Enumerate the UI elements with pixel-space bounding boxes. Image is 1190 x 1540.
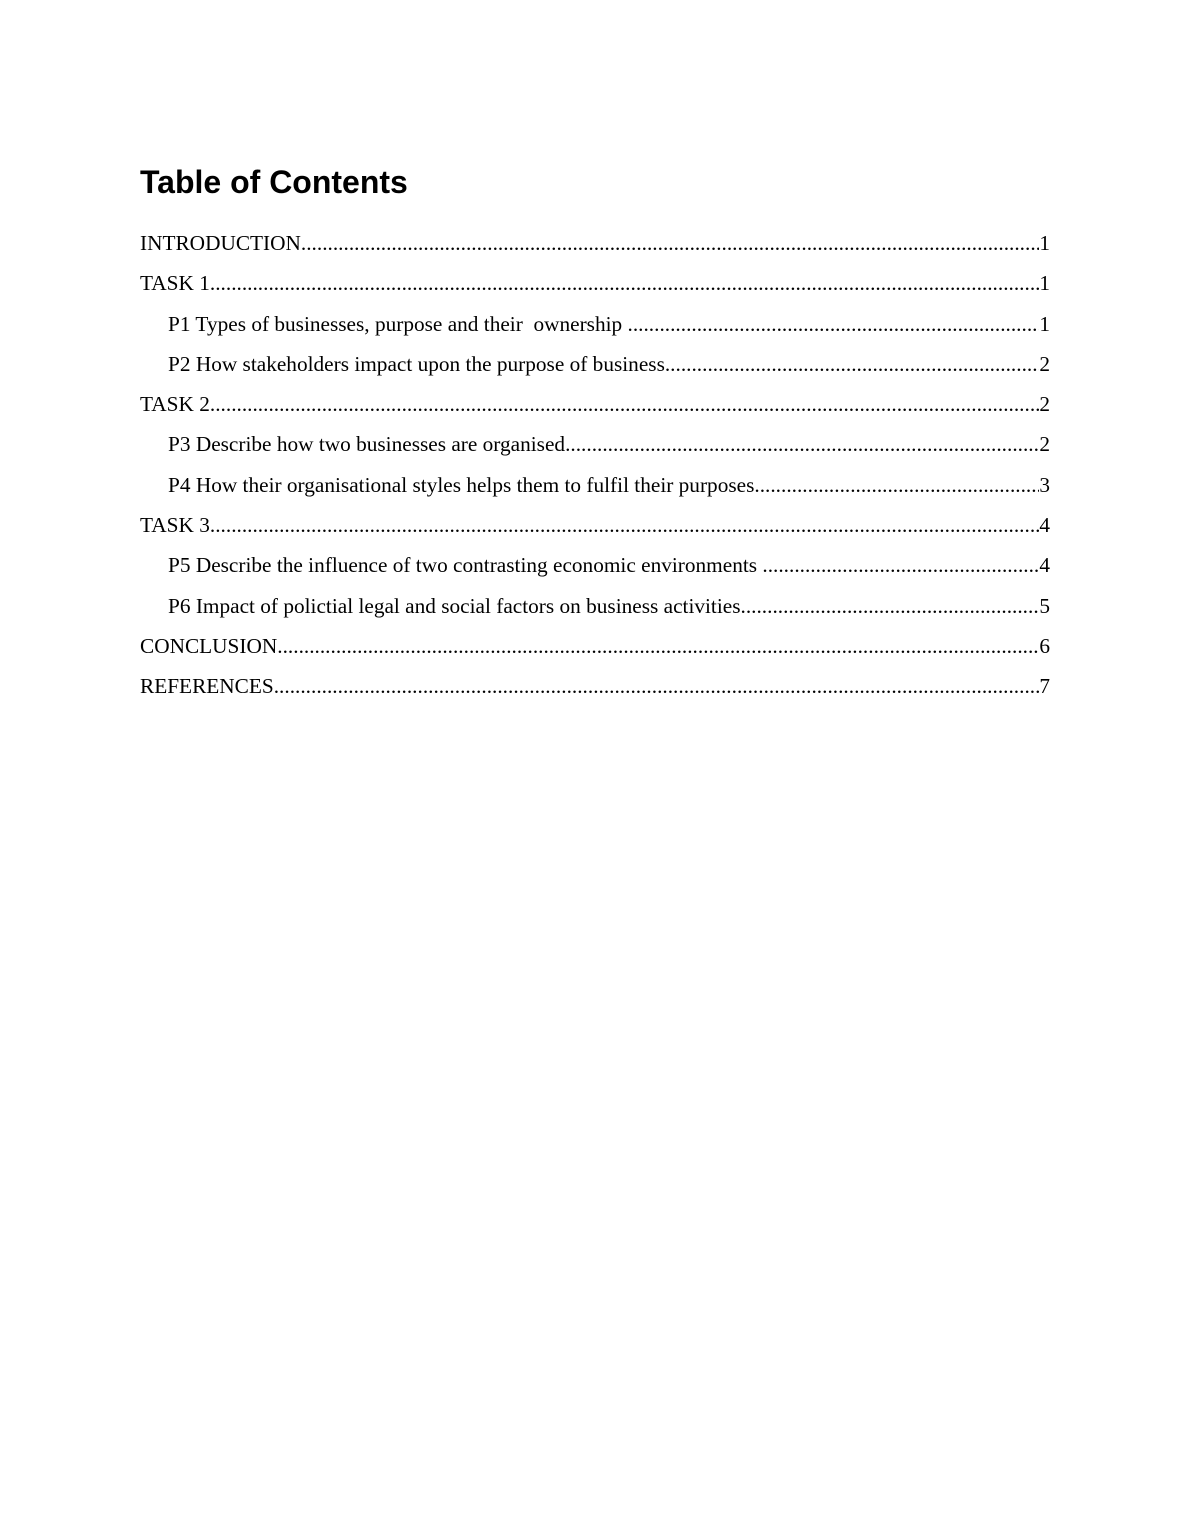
toc-page-number: 4 bbox=[1039, 513, 1050, 538]
toc-leader-dots bbox=[274, 670, 1040, 702]
toc-entry-p3[interactable] bbox=[140, 428, 1050, 468]
toc-page-number: 1 bbox=[1039, 311, 1050, 336]
toc-page-number: 1 bbox=[1039, 271, 1050, 296]
toc-leader-dots bbox=[210, 267, 1039, 299]
toc-page-number: 6 bbox=[1039, 633, 1050, 658]
toc-entry-text: P5 Describe the influence of two contrasting economic environments bbox=[168, 553, 763, 578]
toc-page-number: 2 bbox=[1039, 392, 1050, 417]
toc-entry-p2[interactable] bbox=[140, 348, 1050, 388]
toc-leader-dots bbox=[301, 227, 1039, 259]
toc-entry-text: TASK 1 bbox=[140, 271, 210, 296]
toc-entry-text: TASK 3 bbox=[140, 513, 210, 538]
toc-entry-text: P3 Describe how two businesses are organised bbox=[168, 432, 566, 457]
toc-entry-text: TASK 2 bbox=[140, 392, 210, 417]
toc-list bbox=[140, 227, 1050, 711]
toc-title: Table of Contents bbox=[140, 164, 408, 200]
toc-leader-dots bbox=[741, 590, 1040, 622]
toc-entry-text: REFERENCES bbox=[140, 674, 274, 699]
toc-leader-dots bbox=[210, 388, 1039, 420]
toc-page-number: 3 bbox=[1039, 472, 1050, 497]
toc-leader-dots bbox=[665, 348, 1039, 380]
toc-entry-references[interactable] bbox=[140, 670, 1050, 710]
toc-leader-dots bbox=[210, 509, 1039, 541]
toc-entry-task-2[interactable] bbox=[140, 388, 1050, 428]
toc-entry-text: CONCLUSION bbox=[140, 633, 278, 658]
toc-entry-task-1[interactable] bbox=[140, 267, 1050, 307]
toc-entry-conclusion[interactable] bbox=[140, 630, 1050, 670]
toc-entry-p4[interactable] bbox=[140, 469, 1050, 509]
toc-page-number: 2 bbox=[1039, 351, 1050, 376]
toc-leader-dots bbox=[762, 549, 1039, 581]
toc-page-number: 5 bbox=[1039, 593, 1050, 618]
toc-entry-text: P4 How their organisational styles helps them to fulfil their purposes bbox=[168, 472, 755, 497]
toc-entry-text: P1 Types of businesses, purpose and their ownership bbox=[168, 311, 628, 336]
toc-entry-text: P6 Impact of polictial legal and social factors on business activities bbox=[168, 593, 741, 618]
toc-page-number: 4 bbox=[1039, 553, 1050, 578]
toc-entry-p5[interactable] bbox=[140, 549, 1050, 589]
toc-entry-text: P2 How stakeholders impact upon the purpose of business bbox=[168, 351, 665, 376]
toc-leader-dots bbox=[628, 308, 1040, 340]
toc-leader-dots bbox=[754, 469, 1039, 501]
toc-leader-dots bbox=[565, 428, 1039, 460]
toc-entry-text: INTRODUCTION bbox=[140, 231, 301, 255]
toc-page-number: 7 bbox=[1039, 674, 1050, 699]
toc-entry-task-3[interactable] bbox=[140, 509, 1050, 549]
toc-page-number: 2 bbox=[1039, 432, 1050, 457]
toc-page-number: 1 bbox=[1039, 231, 1050, 255]
toc-leader-dots bbox=[277, 630, 1039, 662]
toc-entry-p6[interactable] bbox=[140, 590, 1050, 630]
toc-entry-introduction[interactable] bbox=[140, 227, 1050, 267]
toc-entry-p1[interactable] bbox=[140, 308, 1050, 348]
